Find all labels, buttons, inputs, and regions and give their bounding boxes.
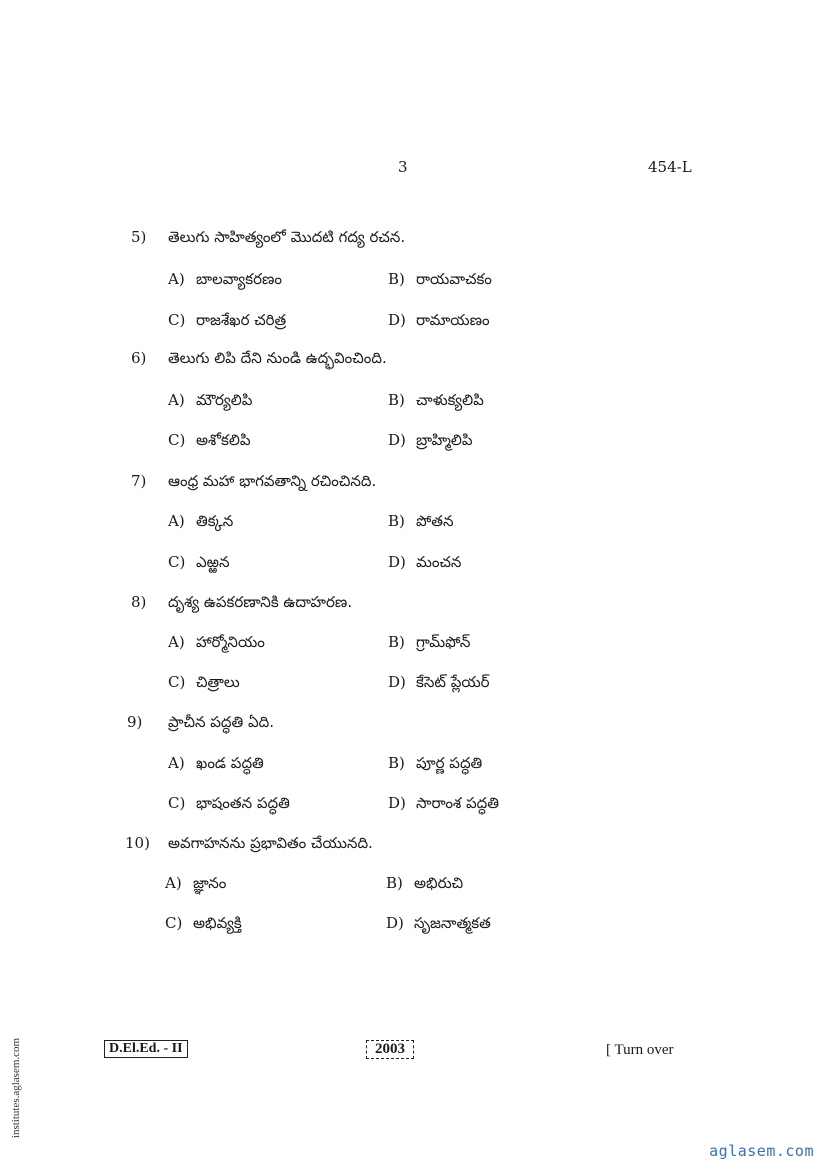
- option-d: D) రామాయణం: [388, 311, 490, 329]
- option-c: C) భాషంతన పద్ధతి: [168, 794, 290, 812]
- option-d: D) మంచన: [388, 553, 462, 571]
- option-c: C) అశోకలిపి: [168, 431, 251, 449]
- question-number: 5): [131, 228, 147, 246]
- option-c: C) ఎఱ్ఱన: [168, 553, 230, 571]
- brand-watermark: aglasem.com: [709, 1142, 814, 1160]
- option-d: D) సృజనాత్మకత: [386, 914, 491, 932]
- question-text: తెలుగు లిపి దేని నుండి ఉద్భవించింది.: [168, 349, 387, 367]
- option-c: C) రాజశేఖర చరిత్ర: [168, 311, 287, 329]
- question-text: దృశ్య ఉపకరణానికి ఉదాహరణ.: [168, 593, 353, 611]
- option-c: C) అభివ్యక్తి: [165, 914, 242, 932]
- question-text: ఆంధ్ర మహా భాగవతాన్ని రచించినది.: [168, 472, 377, 490]
- question-text: తెలుగు సాహిత్యంలో మొదటి గద్య రచన.: [168, 228, 406, 246]
- option-a: A) తిక్కన: [168, 512, 234, 530]
- question-text: ప్రాచీన పద్ధతి ఏది.: [168, 713, 275, 731]
- option-b: B) రాయవాచకం: [388, 270, 492, 288]
- option-b: B) పోతన: [388, 512, 454, 530]
- question-number: 7): [131, 472, 147, 490]
- option-d: D) సారాంశ పద్ధతి: [388, 794, 499, 812]
- option-b: B) పూర్ణ పద్ధతి: [388, 754, 483, 772]
- turn-over-note: [ Turn over: [606, 1042, 674, 1058]
- question-number: 8): [131, 593, 147, 611]
- option-c: C) చిత్రాలు: [168, 673, 240, 691]
- option-d: D) బ్రాహ్మిలిపి: [388, 431, 473, 449]
- option-a: A) బాలవ్యాకరణం: [168, 270, 283, 288]
- course-label: D.El.Ed. - II: [104, 1040, 188, 1058]
- option-b: B) అభిరుచి: [386, 874, 464, 892]
- option-b: B) చాళుక్యలిపి: [388, 391, 484, 409]
- option-a: A) హార్మోనియం: [168, 633, 265, 651]
- question-number: 10): [125, 834, 150, 852]
- question-number: 9): [127, 713, 143, 731]
- option-a: A) జ్ఞానం: [165, 874, 227, 892]
- option-b: B) గ్రామ్‌ఫోన్: [388, 633, 471, 651]
- side-watermark: institutes.aglasem.com: [10, 1037, 22, 1139]
- page-number: 3: [398, 158, 408, 176]
- exam-code: 2003: [366, 1040, 414, 1059]
- option-a: A) మౌర్యలిపి: [168, 391, 253, 409]
- option-a: A) ఖండ పద్ధతి: [168, 754, 264, 772]
- question-text: అవగాహనను ప్రభావితం చేయునది.: [168, 834, 373, 852]
- option-d: D) కేసెట్ ప్లేయర్: [388, 673, 490, 691]
- paper-code: 454-L: [648, 158, 692, 176]
- question-number: 6): [131, 349, 147, 367]
